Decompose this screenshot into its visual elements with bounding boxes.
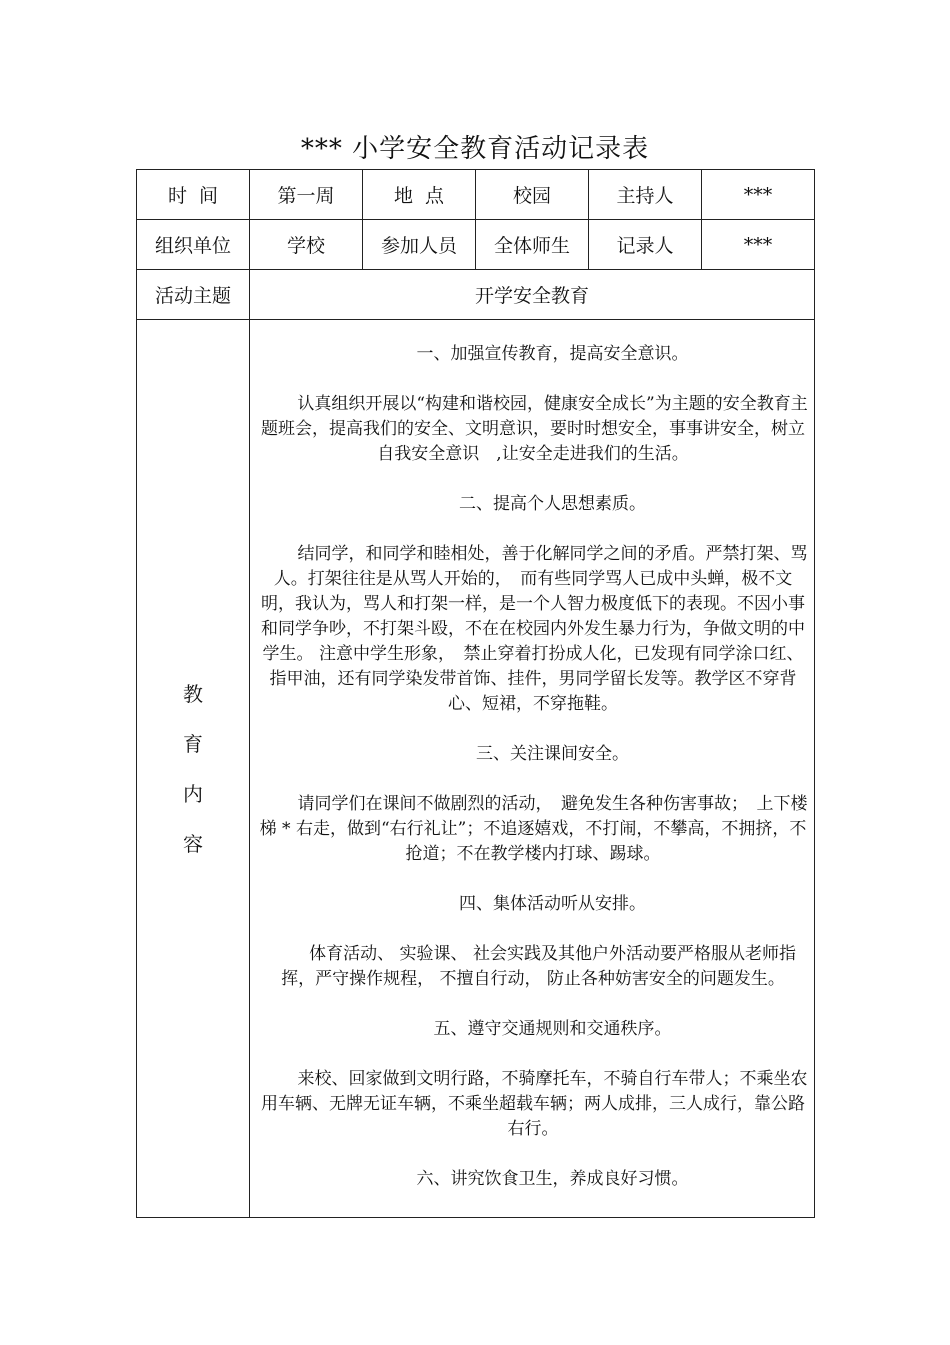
- section-heading: 二、提高个人思想素质。: [459, 494, 647, 514]
- table-row: [137, 320, 815, 1218]
- section-paragraph: 请同学们在课间不做剧烈的活动， 避免发生各种伤害事故； 上下楼梯 * 右走，做到“右行礼让”；不追逐嬉戏，不打闹，不攀高，不拥挤，不抢道；不在教学楼内打球、踢球。: [259, 794, 808, 864]
- place-label: 地 点: [363, 170, 476, 220]
- table-row: [137, 170, 815, 220]
- org-value: 学校: [250, 220, 363, 270]
- section-paragraph: 体育活动、 实验课、 社会实践及其他户外活动要严格服从老师指挥，严守操作规程， 不擅自行动， 防止各种妨害安全的问题发生。: [281, 944, 796, 989]
- theme-label: 活动主题: [137, 270, 250, 320]
- section-paragraph: 认真组织开展以“构建和谐校园，健康安全成长”为主题的安全教育主题班会，提高我们的安全、文明意识，要时时想安全，事事讲安全，树立自我安全意识 ,让安全走进我们的生活。: [261, 394, 808, 464]
- host-value: ***: [702, 170, 815, 220]
- participants-value: 全体师生: [476, 220, 589, 270]
- participants-label: 参加人员: [363, 220, 476, 270]
- host-label: 主持人: [589, 170, 702, 220]
- section-paragraph: 结同学，和同学和睦相处，善于化解同学之间的矛盾。严禁打架、骂人。打架往往是从骂人开始的， 而有些同学骂人已成中头蝉，极不文明，我认为，骂人和打架一样，是一个人智力极度低下的表现。不因小事和同学争吵，不打架斗殴，不在在校园内外发生暴力行为，争做文明的中学生。 注意中学生形象， 禁止穿着打扮成人化，已发现有同学涂口红、指甲油，还有同学染发带首饰、挂件，男同学留长发等。教学区不穿背心、短裙，不穿拖鞋。: [261, 544, 808, 714]
- section-heading: 四、集体活动听从安排。: [459, 894, 647, 914]
- activity-record-table: [136, 169, 815, 1218]
- content-cell: [250, 320, 815, 1218]
- theme-value: 开学安全教育: [250, 270, 815, 320]
- content-label-char: 教: [183, 681, 203, 706]
- recorder-label: 记录人: [589, 220, 702, 270]
- page-title: *** 小学安全教育活动记录表: [300, 134, 650, 164]
- content-label-char: 容: [183, 831, 203, 856]
- section-heading: 五、遵守交通规则和交通秩序。: [433, 1019, 672, 1039]
- place-value: 校园: [476, 170, 589, 220]
- section-heading: 三、关注课间安全。: [476, 744, 630, 764]
- content-label-char: 内: [183, 781, 203, 806]
- table-row: [137, 220, 815, 270]
- recorder-value: ***: [702, 220, 815, 270]
- content-body: [250, 320, 814, 1192]
- org-label: 组织单位: [137, 220, 250, 270]
- section-heading: 六、讲究饮食卫生，养成良好习惯。: [416, 1169, 689, 1189]
- section-heading: 一、加强宣传教育，提高安全意识。: [416, 344, 689, 364]
- time-label: 时 间: [137, 170, 250, 220]
- table-row: [137, 270, 815, 320]
- content-label-char: 育: [183, 731, 203, 756]
- section-paragraph: 来校、回家做到文明行路，不骑摩托车，不骑自行车带人；不乘坐农用车辆、无牌无证车辆，不乘坐超载车辆；两人成排，三人成行，靠公路右行。: [261, 1069, 808, 1139]
- content-label: [137, 320, 250, 1218]
- time-value: 第一周: [250, 170, 363, 220]
